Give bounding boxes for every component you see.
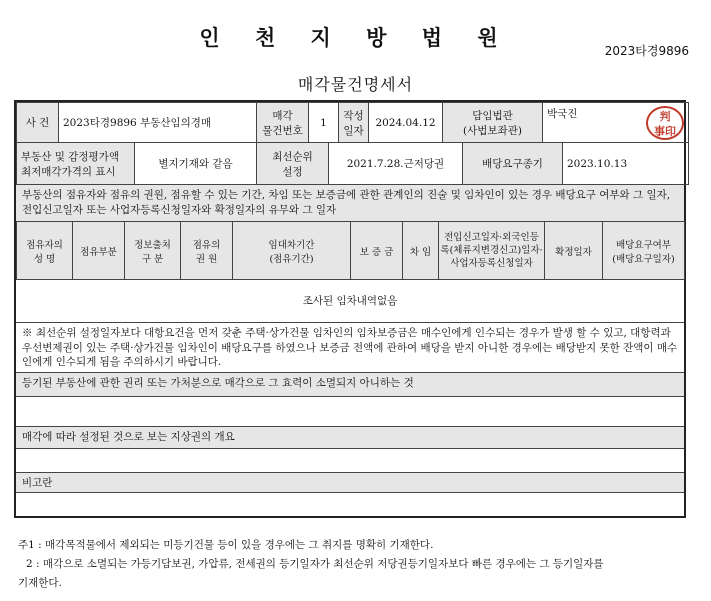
priority-value: 2021.7.28.근저당권	[329, 143, 463, 185]
header-info-source: 정보출처 구 분	[125, 222, 181, 280]
property-info-row	[16, 142, 689, 185]
header-occupant-name: 점유자의 성 명	[17, 222, 73, 280]
judge-seal: 判 事印	[646, 106, 684, 140]
document-title: 매각물건명세서	[297, 75, 414, 94]
surface-right-content	[16, 448, 684, 472]
surface-right-label: 매각에 따라 설정된 것으로 보는 지상권의 개요	[16, 426, 684, 448]
judge-name: 박국진	[547, 107, 578, 120]
created-date-label: 작성 일자	[339, 103, 369, 143]
case-value: 2023타경9896 부동산임의경매	[59, 103, 257, 143]
remarks-content	[16, 492, 684, 518]
rights-section-content	[16, 396, 684, 426]
created-date-value: 2024.04.12	[369, 103, 443, 143]
header-dividend-request: 배당요구여부 (배당요구일자)	[603, 222, 685, 280]
property-label: 부동산 및 감정평가액 최저매각가격의 표시	[17, 143, 135, 185]
header-rent: 차 임	[403, 222, 439, 280]
rights-section-label: 등기된 부동산에 관한 권리 또는 가처분으로 매각으로 그 효력이 소멸되지 아니하는 것	[16, 372, 684, 396]
header-occupied-part: 점유부분	[73, 222, 125, 280]
item-number-value: 1	[309, 103, 339, 143]
remarks-label: 비고란	[16, 472, 684, 492]
footnotes	[18, 536, 690, 593]
judge-cell	[543, 103, 689, 143]
case-label: 사 건	[17, 103, 59, 143]
header-move-in-date: 전입신고일자·외국인등록(체류지변경신고)일자·사업자등록신청일자	[439, 222, 545, 280]
deadline-label: 배당요구종기	[463, 143, 563, 185]
specification-table	[14, 100, 686, 518]
item-number-label: 매각 물건번호	[257, 103, 309, 143]
case-number: 2023타경9896	[604, 44, 689, 58]
warning-notice: ※ 최선순위 설정일자보다 대항요건을 먼저 갖춘 주택·상가건물 임차인의 임차보증금은 매수인에게 인수되는 경우가 발생 할 수 있고, 대항력과 우선변제권이 있는 주택·상가건물 임차인이 배당요구를 하였으나 보증금 전액에 관하여 배당을 받지 아니한 경우에는 배당받지 못한 잔액이 매수인에게 인수되게 됨을 주의하시기 바랍니다.	[16, 322, 684, 372]
footnote-2-continued: 기재한다.	[18, 577, 62, 589]
header-fixed-date: 확정일자	[545, 222, 603, 280]
deadline-value: 2023.10.13	[563, 143, 689, 185]
header-occupancy-right: 점유의 권 원	[181, 222, 233, 280]
header-deposit: 보 증 금	[351, 222, 403, 280]
tenant-empty-message: 조사된 임차내역없음	[16, 279, 684, 322]
court-name: 인 천 지 방 법 원	[199, 25, 512, 50]
case-info-row	[16, 102, 689, 143]
footnote-1: 주1 : 매각목적물에서 제외되는 미등기건물 등이 있을 경우에는 그 취지를 명확히 기재한다.	[18, 539, 434, 551]
tenant-table-header	[16, 221, 685, 280]
occupancy-description: 부동산의 점유자와 점유의 권원, 점유할 수 있는 기간, 차임 또는 보증금에 관한 관계인의 진술 및 임차인이 있는 경우 배당요구 여부와 그 일자, 전입신고일자 또는 사업자등록신청일자와 확정일자의 유무와 그 일자	[16, 184, 684, 221]
footnote-2: 2 : 매각으로 소멸되는 가등기담보권, 가압류, 전세권의 등기일자가 최선순위 저당권등기일자보다 빠른 경우에는 그 등기일자를	[26, 558, 604, 570]
property-value: 별지기재와 같음	[135, 143, 257, 185]
priority-label: 최선순위 설정	[257, 143, 329, 185]
judge-label: 담임법관 (사법보좌관)	[443, 103, 543, 143]
header-lease-period: 임대차기간 (점유기간)	[233, 222, 351, 280]
